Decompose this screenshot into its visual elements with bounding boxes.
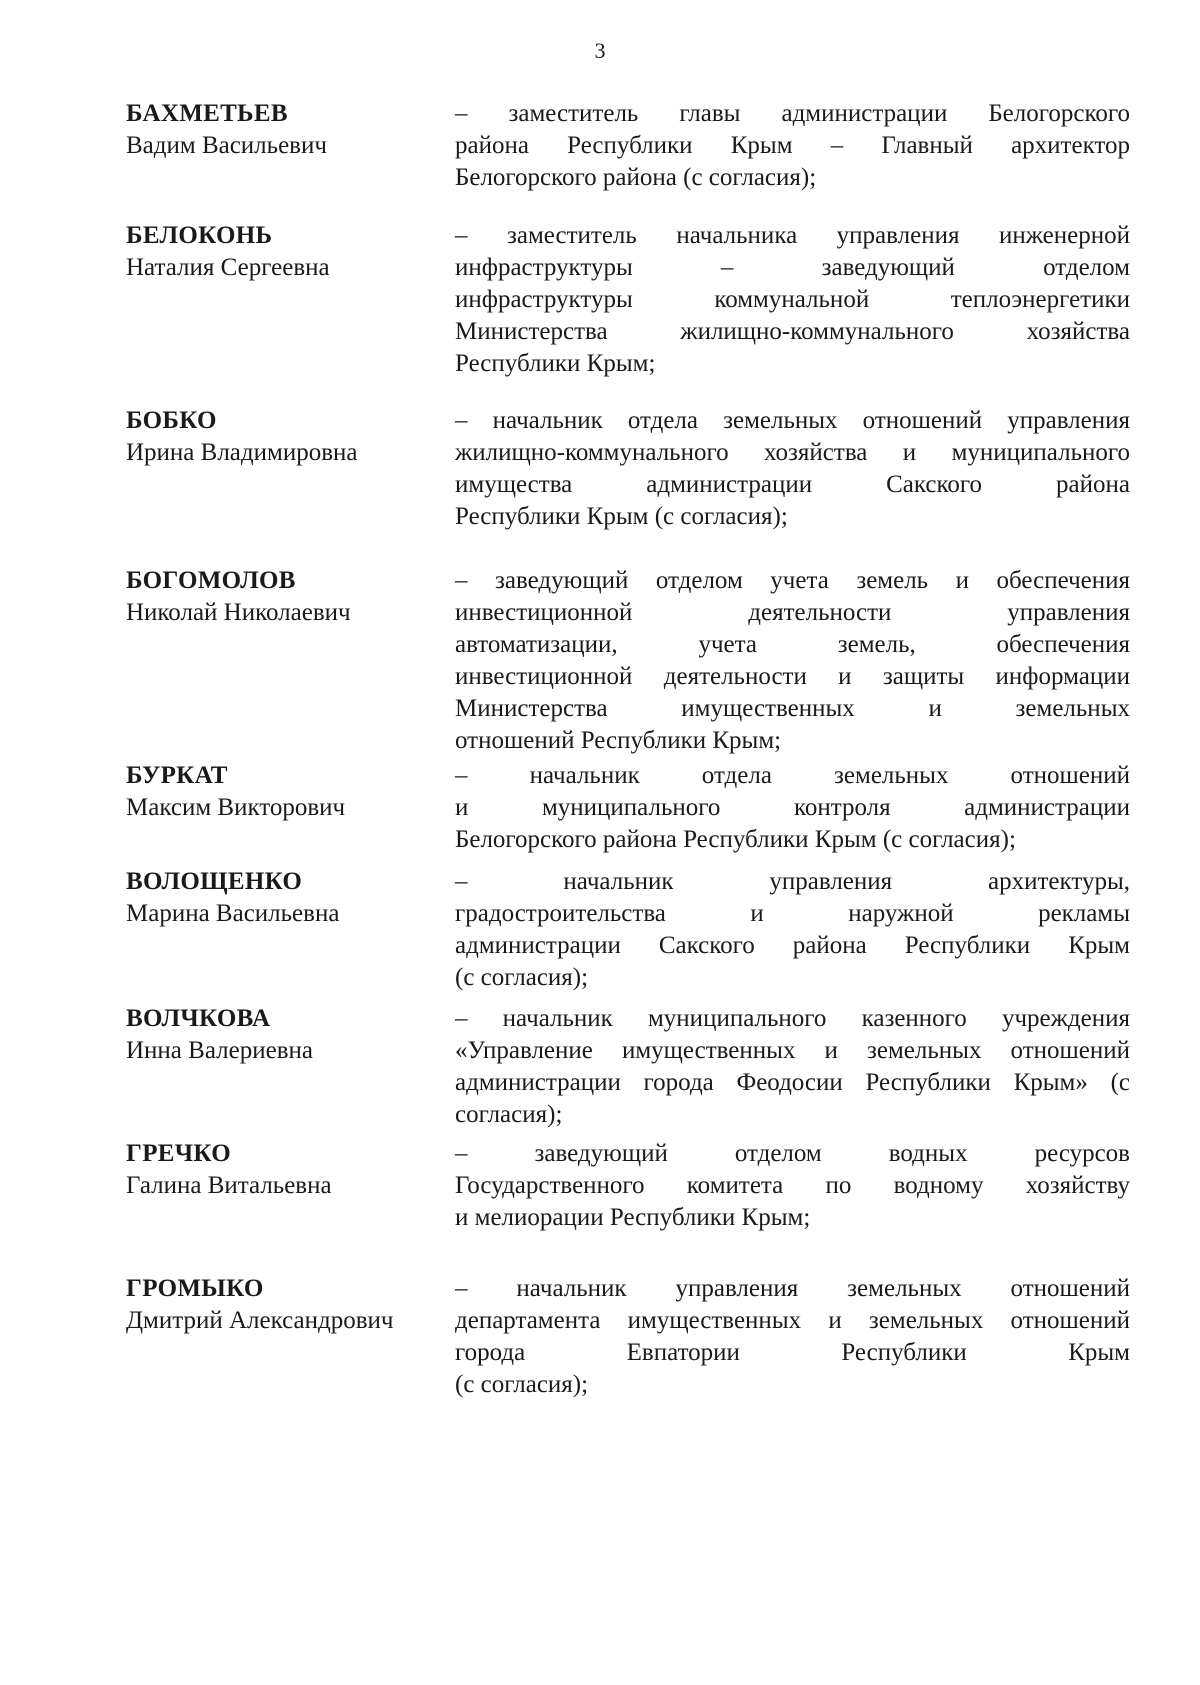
member-name	[126, 1138, 446, 1202]
member-given-name: Дмитрий Александрович	[126, 1307, 394, 1334]
member-role	[455, 1003, 1130, 1131]
member-surname: БОГОМОЛОВ	[126, 567, 296, 594]
role-line: – заведующий отделом водных ресурсов	[455, 1140, 1130, 1167]
role-line: города Евпатории Республики Крым	[455, 1339, 1130, 1366]
role-line: имущества администрации Сакского района	[455, 471, 1130, 498]
role-line: – начальник управления земельных отношений	[455, 1275, 1130, 1302]
role-line: Государственного комитета по водному хозяйству	[455, 1172, 1130, 1199]
member-given-name: Инна Валериевна	[126, 1037, 313, 1064]
role-line: «Управление имущественных и земельных отношений	[455, 1037, 1130, 1064]
member-given-name: Марина Васильевна	[126, 900, 340, 927]
member-given-name: Галина Витальевна	[126, 1172, 332, 1199]
role-line: района Республики Крым – Главный архитектор	[455, 132, 1130, 159]
member-given-name: Вадим Васильевич	[126, 132, 327, 159]
member-surname: ГРОМЫКО	[126, 1275, 264, 1302]
member-surname: БУРКАТ	[126, 762, 228, 789]
member-surname: ГРЕЧКО	[126, 1140, 231, 1167]
role-line: – заместитель главы администрации Белогорского	[455, 100, 1130, 127]
member-role	[455, 98, 1130, 194]
role-line: (с согласия);	[455, 964, 589, 991]
member-name	[126, 1003, 446, 1067]
member-role	[455, 220, 1130, 380]
member-name	[126, 565, 446, 629]
member-name	[126, 866, 446, 930]
role-line: согласия);	[455, 1101, 563, 1128]
role-line: инвестиционной деятельности и защиты информации	[455, 663, 1130, 690]
role-line: Министерства жилищно-коммунального хозяйства	[455, 318, 1130, 345]
role-line: Белогорского района Республики Крым (с согласия);	[455, 826, 1016, 853]
role-line: Республики Крым;	[455, 350, 656, 377]
member-role	[455, 1138, 1130, 1234]
role-line: – начальник управления архитектуры,	[455, 868, 1130, 895]
role-line: Белогорского района (с согласия);	[455, 164, 817, 191]
role-line: отношений Республики Крым;	[455, 727, 782, 754]
member-given-name: Ирина Владимировна	[126, 439, 358, 466]
role-line: автоматизации, учета земель, обеспечения	[455, 631, 1130, 658]
member-role	[455, 760, 1130, 856]
member-name	[126, 220, 446, 284]
role-line: – начальник отдела земельных отношений	[455, 762, 1130, 789]
role-line: администрации города Феодосии Республики Крым» (с	[455, 1069, 1130, 1096]
member-name	[126, 405, 446, 469]
role-line: и мелиорации Республики Крым;	[455, 1204, 811, 1231]
member-role	[455, 405, 1130, 533]
role-line: градостроительства и наружной рекламы	[455, 900, 1130, 927]
member-surname: БЕЛОКОНЬ	[126, 222, 273, 249]
role-line: Министерства имущественных и земельных	[455, 695, 1130, 722]
role-line: жилищно-коммунального хозяйства и муниципального	[455, 439, 1130, 466]
member-given-name: Наталия Сергеевна	[126, 254, 330, 281]
member-role	[455, 866, 1130, 994]
role-line: департамента имущественных и земельных отношений	[455, 1307, 1130, 1334]
member-given-name: Николай Николаевич	[126, 599, 351, 626]
role-line: Республики Крым (с согласия);	[455, 503, 788, 530]
member-surname: ВОЛЧКОВА	[126, 1005, 271, 1032]
member-name	[126, 98, 446, 162]
member-surname: БОБКО	[126, 407, 217, 434]
role-line: – заведующий отделом учета земель и обеспечения	[455, 567, 1130, 594]
member-role	[455, 1273, 1130, 1401]
member-surname: БАХМЕТЬЕВ	[126, 100, 288, 127]
role-line: – заместитель начальника управления инженерной	[455, 222, 1130, 249]
member-given-name: Максим Викторович	[126, 794, 346, 821]
role-line: инвестиционной деятельности управления	[455, 599, 1130, 626]
role-line: администрации Сакского района Республики Крым	[455, 932, 1130, 959]
role-line: и муниципального контроля администрации	[455, 794, 1130, 821]
member-name	[126, 760, 446, 824]
member-surname: ВОЛОЩЕНКО	[126, 868, 303, 895]
role-line: инфраструктуры коммунальной теплоэнергетики	[455, 286, 1130, 313]
role-line: инфраструктуры – заведующий отделом	[455, 254, 1130, 281]
role-line: (с согласия);	[455, 1371, 589, 1398]
role-line: – начальник муниципального казенного учреждения	[455, 1005, 1130, 1032]
page-number: 3	[594, 38, 606, 63]
member-name	[126, 1273, 446, 1337]
role-line: – начальник отдела земельных отношений управления	[455, 407, 1130, 434]
member-role	[455, 565, 1130, 757]
